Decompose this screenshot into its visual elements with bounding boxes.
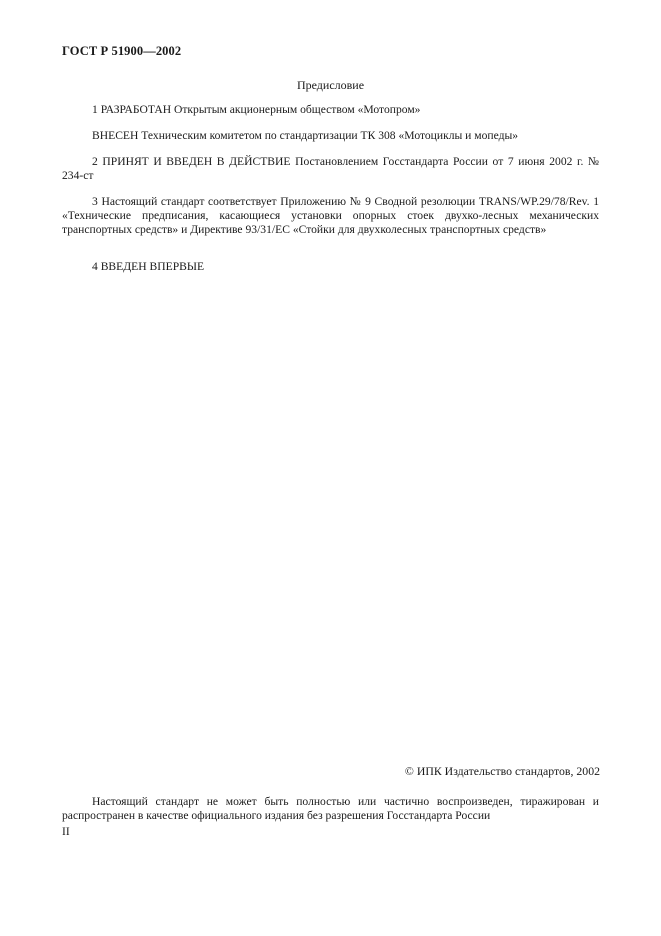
preface-item-3 bbox=[62, 195, 599, 237]
preface-item-introduced-text: ВНЕСЕН Техническим комитетом по стандартизации ТК 308 «Мотоциклы и мопеды» bbox=[92, 129, 519, 142]
preface-item-3-text: 3 Настоящий стандарт соответствует Приложению № 9 Сводной резолюции TRANS/WP.29/78/Rev. 1 «Технические предписания, касающиеся установки опорных стоек двухко-лесных механических транспортных средств» и Директиве 93/31/ЕС «Стойки для двухколесных транспортных средств» bbox=[62, 195, 599, 236]
reproduction-notice bbox=[62, 795, 599, 823]
page-number: II bbox=[62, 826, 70, 838]
preface-item-1-text: 1 РАЗРАБОТАН Открытым акционерным обществом «Мотопром» bbox=[92, 103, 421, 116]
reproduction-notice-text: Настоящий стандарт не может быть полностью или частично воспроизведен, тиражирован и распространен в качестве официального издания без разрешения Госстандарта России bbox=[62, 795, 599, 822]
preface-title: Предисловие bbox=[296, 78, 365, 92]
preface-item-4 bbox=[62, 260, 599, 274]
copyright-line: © ИПК Издательство стандартов, 2002 bbox=[404, 764, 600, 778]
preface-item-introduced bbox=[62, 129, 599, 143]
document-id: ГОСТ Р 51900—2002 bbox=[62, 44, 182, 58]
preface-item-2-text: 2 ПРИНЯТ И ВВЕДЕН В ДЕЙСТВИЕ Постановлением Госстандарта России от 7 июня 2002 г. № 234-ст bbox=[62, 155, 599, 182]
preface-item-1 bbox=[62, 103, 599, 117]
preface-item-4-text: 4 ВВЕДЕН ВПЕРВЫЕ bbox=[92, 260, 205, 273]
preface-item-2 bbox=[62, 155, 599, 183]
